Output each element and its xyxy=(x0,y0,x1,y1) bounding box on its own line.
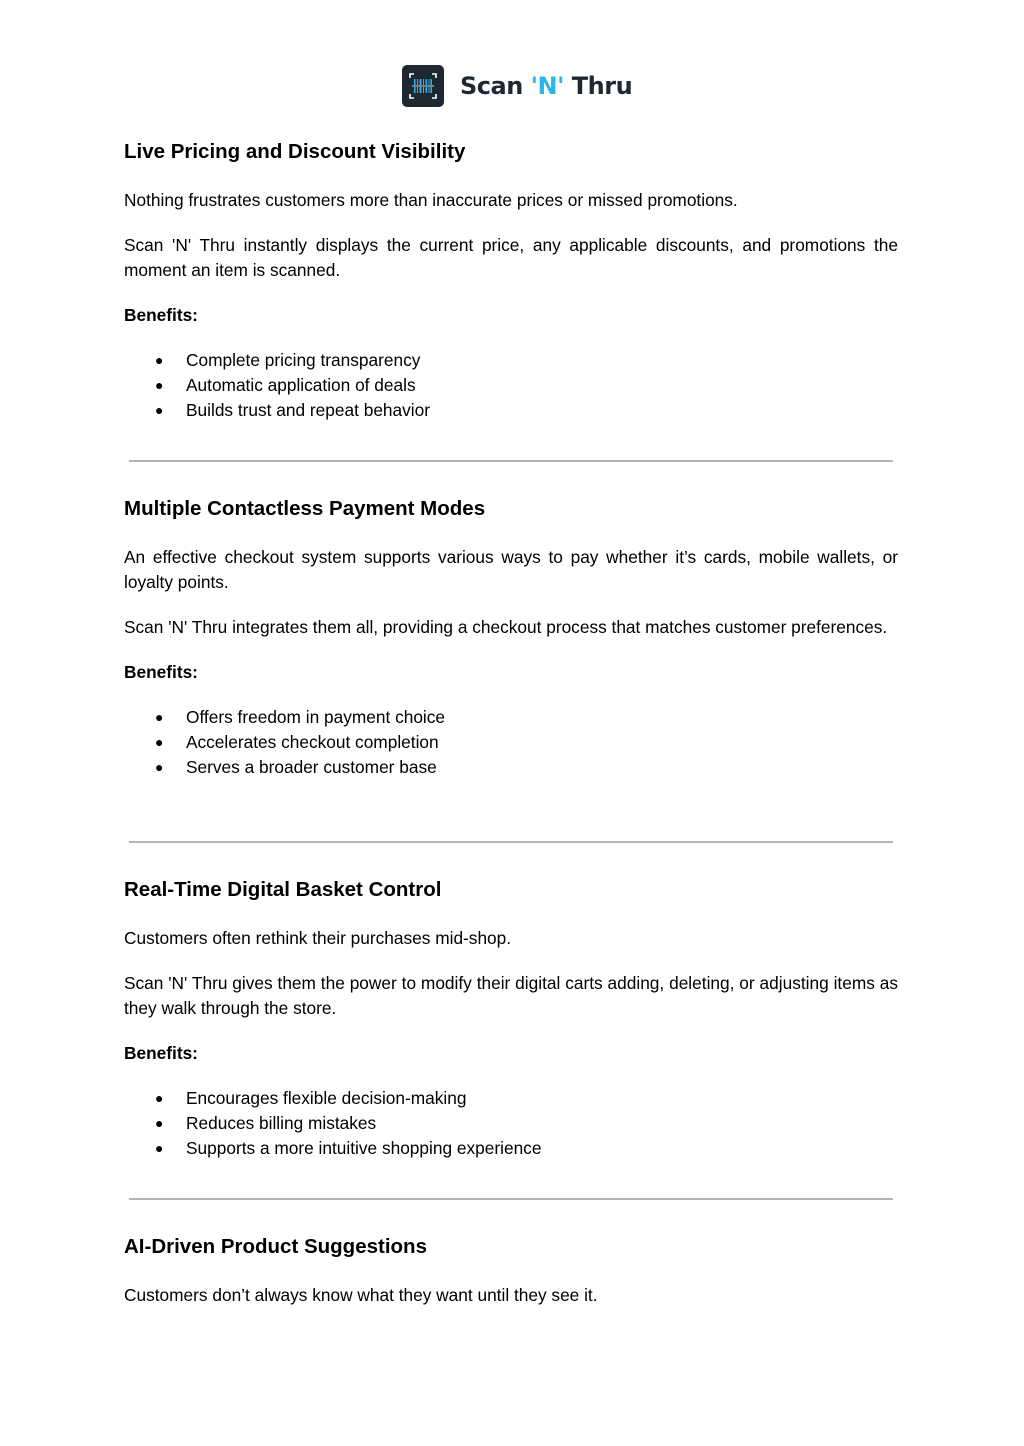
list-item: ● Automatic application of deals xyxy=(124,373,898,398)
section-divider xyxy=(129,460,893,462)
section-paragraph: Customers don’t always know what they want until they see it. xyxy=(124,1285,598,1305)
brand-wordmark-accent: 'N' xyxy=(530,72,564,100)
section-divider xyxy=(129,841,893,843)
brand-wordmark-main: Scan xyxy=(460,72,531,100)
bullet-icon: ● xyxy=(155,734,164,750)
bullet-icon: ● xyxy=(155,1115,164,1131)
benefits-label: Benefits: xyxy=(124,662,198,682)
bullet-icon: ● xyxy=(155,1090,164,1106)
section-payment-modes xyxy=(124,497,898,780)
section-paragraph: Customers often rethink their purchases mid-shop. xyxy=(124,928,512,948)
list-item: ● Builds trust and repeat behavior xyxy=(124,398,898,423)
benefits-list xyxy=(124,1086,898,1161)
section-title: Live Pricing and Discount Visibility xyxy=(124,140,466,163)
list-item: ● Complete pricing transparency xyxy=(124,348,898,373)
section-paragraph: Scan 'N' Thru gives them the power to modify their digital carts adding, deleting, or adjusting items as they walk through the store. xyxy=(124,973,898,1018)
benefits-list xyxy=(124,705,898,780)
list-item: ● Accelerates checkout completion xyxy=(124,730,898,755)
bullet-icon: ● xyxy=(155,352,164,368)
brand-wordmark-end: Thru xyxy=(563,72,633,100)
section-digital-basket xyxy=(124,878,898,1161)
list-item: ● Encourages flexible decision-making xyxy=(124,1086,898,1111)
benefits-label: Benefits: xyxy=(124,305,198,325)
section-title: Real-Time Digital Basket Control xyxy=(124,878,442,901)
list-item: ● Serves a broader customer base xyxy=(124,755,898,780)
section-ai-suggestions xyxy=(124,1235,898,1308)
list-item: ● Offers freedom in payment choice xyxy=(124,705,898,730)
section-title: Multiple Contactless Payment Modes xyxy=(124,497,486,520)
list-item: ● Reduces billing mistakes xyxy=(124,1111,898,1136)
bullet-icon: ● xyxy=(155,709,164,725)
barcode-scan-icon xyxy=(402,65,444,107)
bullet-icon: ● xyxy=(155,1140,164,1156)
section-paragraph: Nothing frustrates customers more than inaccurate prices or missed promotions. xyxy=(124,190,738,210)
brand-wordmark xyxy=(460,72,632,100)
section-live-pricing xyxy=(124,140,898,423)
benefits-label: Benefits: xyxy=(124,1043,198,1063)
bullet-icon: ● xyxy=(155,402,164,418)
bullet-icon: ● xyxy=(155,377,164,393)
brand-logo xyxy=(402,64,632,108)
section-title: AI-Driven Product Suggestions xyxy=(124,1235,427,1258)
section-divider xyxy=(129,1198,893,1200)
section-paragraph: Scan 'N' Thru instantly displays the current price, any applicable discounts, and promotions the moment an item is scanned. xyxy=(124,235,898,280)
bullet-icon: ● xyxy=(155,759,164,775)
section-paragraph: Scan 'N' Thru integrates them all, providing a checkout process that matches customer preferences. xyxy=(124,617,888,637)
benefits-list xyxy=(124,348,898,423)
list-item: ● Supports a more intuitive shopping experience xyxy=(124,1136,898,1161)
section-paragraph: An effective checkout system supports various ways to pay whether it’s cards, mobile wallets, or loyalty points. xyxy=(124,547,898,592)
